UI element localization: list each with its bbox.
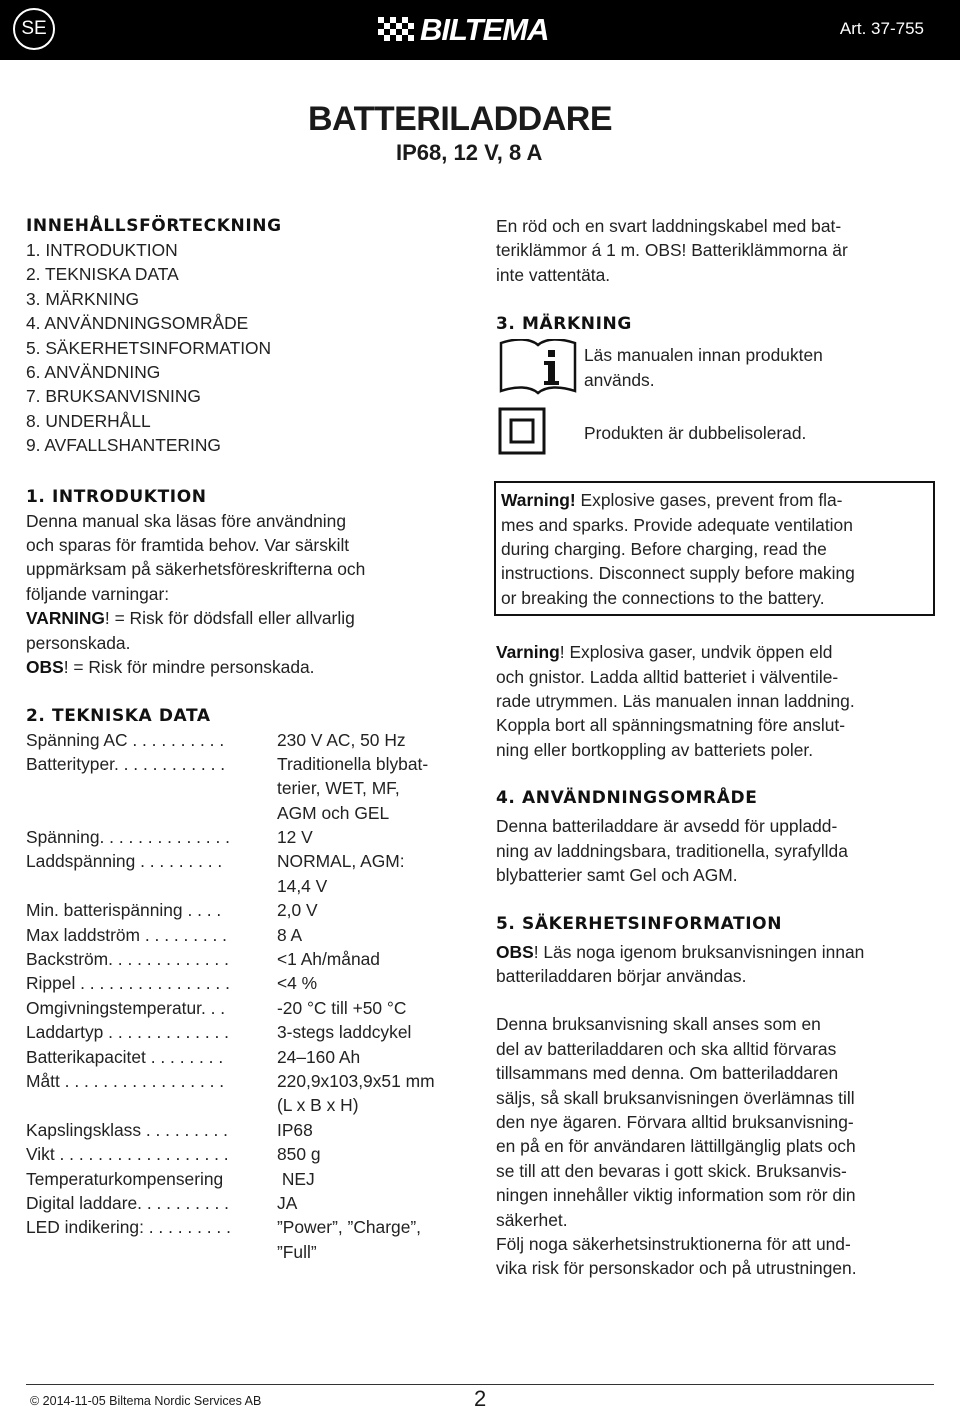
intro-line: och sparas för framtida behov. Var särskilt xyxy=(26,535,350,556)
spec-value: NORMAL, AGM: xyxy=(277,851,405,872)
safety-line: säljs, så skall bruksanvisningen överlämnas till xyxy=(496,1087,855,1108)
spec-row xyxy=(26,728,456,752)
spec-value: 8 A xyxy=(277,924,303,945)
spec-value: AGM och GEL xyxy=(277,802,390,823)
marking-heading: 3. MÄRKNING xyxy=(496,314,632,335)
spec-row xyxy=(26,1069,456,1118)
warning-box-en xyxy=(494,481,935,616)
marking-manual-row xyxy=(496,339,936,395)
spec-key: Laddartyp . . . . . . . . . . . . . xyxy=(26,1022,229,1043)
spec-key: Mått . . . . . . . . . . . . . . . . . xyxy=(26,1071,225,1091)
intro-line: Denna manual ska läsas före användning xyxy=(26,510,347,531)
safety-line: tillsammans med denna. Om batteriladdaren xyxy=(496,1063,839,1084)
spec-value: 24–160 Ah xyxy=(277,1046,361,1067)
spec-value: 14,4 V xyxy=(277,875,328,896)
brand-logo xyxy=(378,13,548,47)
spec-key: Kapslingsklass . . . . . . . . . xyxy=(26,1119,228,1140)
safety-obs xyxy=(496,940,936,989)
spec-row xyxy=(26,752,456,825)
obs-text: ! = Risk för mindre personskada. xyxy=(63,657,315,678)
spec-key: Vikt . . . . . . . . . . . . . . . . . . xyxy=(26,1144,229,1165)
safety-line: vika risk för personskador och på utrustningen. xyxy=(496,1258,857,1279)
warning-text-cont: personskada. xyxy=(26,632,131,653)
spec-value: -20 °C till +50 °C xyxy=(277,997,407,1018)
warning-en-text: Explosive gases, prevent from fla- xyxy=(575,490,843,511)
warning-se-line: och gnistor. Ladda alltid batteriet i välventile- xyxy=(496,666,839,687)
spec-row xyxy=(26,923,456,947)
article-number: Art. 37-755 xyxy=(839,19,924,38)
left-column xyxy=(26,214,456,1264)
cables-line: En röd och en svart laddningskabel med bat- xyxy=(496,216,842,236)
safety-line: den nye ägaren. Förvara alltid bruksanvisning- xyxy=(496,1111,854,1132)
warning-text: ! = Risk för dödsfall eller allvarlig xyxy=(104,608,355,629)
spec-key: Omgivningstemperatur. . . xyxy=(26,997,226,1018)
intro-paragraph xyxy=(26,509,456,680)
marking-manual-text: används. xyxy=(584,369,655,390)
spec-row xyxy=(26,1118,456,1142)
page-title: BATTERILADDARE xyxy=(308,100,613,138)
toc-item: 5. SÄKERHETSINFORMATION xyxy=(26,337,272,358)
spec-key: Digital laddare. . . . . . . . . . xyxy=(26,1192,229,1213)
spec-row xyxy=(26,947,456,971)
spec-row xyxy=(26,898,456,922)
warning-se-label: Varning xyxy=(496,642,560,663)
page-subtitle: IP68, 12 V, 8 A xyxy=(396,140,543,165)
warning-se-line: Koppla bort all spänningsmatning före anslut- xyxy=(496,715,845,736)
spec-row xyxy=(26,1191,456,1215)
spec-key: Spänning AC . . . . . . . . . . xyxy=(26,729,225,750)
toc-item: 3. MÄRKNING xyxy=(26,288,140,309)
spec-value: ”Power”, ”Charge”, xyxy=(277,1217,421,1238)
toc-item: 4. ANVÄNDNINGSOMRÅDE xyxy=(26,313,249,334)
usage-line: Denna batteriladdare är avsedd för uppladd- xyxy=(496,816,838,837)
safety-heading: 5. SÄKERHETSINFORMATION xyxy=(496,913,783,934)
specs-heading: 2. TEKNISKA DATA xyxy=(26,705,211,726)
language-badge: SE xyxy=(13,8,55,50)
spec-key: Temperaturkompensering xyxy=(26,1168,224,1189)
safety-obs-text-cont: batteriladdaren börjar användas. xyxy=(496,965,747,986)
spec-key: Max laddström . . . . . . . . . xyxy=(26,924,228,945)
spec-value: NEJ xyxy=(277,1168,315,1189)
warning-en-line: or breaking the connections to the battery. xyxy=(501,587,825,608)
toc-item: 9. AVFALLSHANTERING xyxy=(26,435,221,456)
spec-row xyxy=(26,1020,456,1044)
toc-list xyxy=(26,238,456,458)
spec-key: Batterityper. . . . . . . . . . . . xyxy=(26,753,226,774)
spec-row xyxy=(26,996,456,1020)
toc-item: 2. TEKNISKA DATA xyxy=(26,264,179,285)
safety-line: Denna bruksanvisning skall anses som en xyxy=(496,1014,821,1035)
toc-item: 8. UNDERHÅLL xyxy=(26,410,151,431)
spec-key: Spänning. . . . . . . . . . . . . . xyxy=(26,827,230,848)
spec-value: 3-stegs laddcykel xyxy=(277,1022,412,1043)
cables-line: teriklämmor á 1 m. OBS! Batteriklämmorna är xyxy=(496,240,848,261)
toc-item: 7. BRUKSANVISNING xyxy=(26,386,201,407)
spec-value: IP68 xyxy=(277,1119,313,1140)
safety-line: säkerhet. xyxy=(496,1209,568,1230)
spec-row xyxy=(26,1167,456,1191)
spec-value: 850 g xyxy=(277,1144,321,1165)
toc-item: 1. INTRODUKTION xyxy=(26,240,178,260)
warning-en-line: mes and sparks. Provide adequate ventilation xyxy=(501,514,853,535)
spec-value: Traditionella blybat- xyxy=(277,753,429,774)
warning-en-line: during charging. Before charging, read the xyxy=(501,539,827,560)
cables-line: inte vattentäta. xyxy=(496,264,611,285)
footer-divider xyxy=(26,1384,934,1385)
spec-value: JA xyxy=(277,1192,298,1213)
spec-value: 220,9x103,9x51 mm xyxy=(277,1071,435,1091)
safety-line: se till att den bevaras i gott skick. Bruksanvis- xyxy=(496,1160,847,1181)
header-bar xyxy=(0,0,960,60)
intro-line: följande varningar: xyxy=(26,583,170,604)
spec-value: terier, WET, MF, xyxy=(277,778,400,799)
toc-heading: INNEHÅLLSFÖRTECKNING xyxy=(26,216,282,236)
spec-value: 12 V xyxy=(277,827,313,848)
spec-row xyxy=(26,1215,456,1264)
warning-en-label: Warning! xyxy=(501,490,576,511)
usage-line: ning av laddningsbara, traditionella, syrafyllda xyxy=(496,840,848,861)
spec-value: ”Full” xyxy=(277,1241,317,1262)
spec-row xyxy=(26,825,456,849)
spec-key: Batterikapacitet . . . . . . . . xyxy=(26,1046,224,1067)
page-footer xyxy=(0,1382,960,1414)
warning-se-line: rade utrymmen. Läs manualen innan laddning. xyxy=(496,691,855,712)
spec-value: 2,0 V xyxy=(277,900,318,921)
spec-key: LED indikering: . . . . . . . . . xyxy=(26,1217,231,1238)
cables-paragraph xyxy=(496,214,936,287)
safety-obs-text: ! Läs noga igenom bruksanvisningen innan xyxy=(533,941,865,962)
brand-name: BILTEMA xyxy=(420,12,549,47)
warning-se-line: ning eller bortkoppling av batteriets poler. xyxy=(496,739,814,760)
usage-line: blybatterier samt Gel och AGM. xyxy=(496,865,738,886)
footer-copyright: © 2014-11-05 Biltema Nordic Services AB xyxy=(30,1394,262,1408)
page-number: 2 xyxy=(474,1386,487,1411)
spec-row xyxy=(26,971,456,995)
specs-table xyxy=(26,728,456,1265)
checkered-flag-icon xyxy=(378,17,414,43)
safety-line: en på en för användaren lättillgänglig plats och xyxy=(496,1136,856,1157)
read-manual-icon xyxy=(498,339,578,401)
usage-heading: 4. ANVÄNDNINGSOMRÅDE xyxy=(496,788,758,809)
double-insulated-icon xyxy=(498,405,546,467)
safety-obs-label: OBS xyxy=(496,941,534,962)
spec-value: <4 % xyxy=(277,973,318,994)
spec-value: 230 V AC, 50 Hz xyxy=(277,729,406,750)
marking-double-insulated-row xyxy=(496,405,936,461)
safety-line: del av batteriladdaren och ska alltid förvaras xyxy=(496,1038,837,1059)
obs-label: OBS xyxy=(26,657,64,678)
spec-row xyxy=(26,1045,456,1069)
spec-row xyxy=(26,849,456,898)
safety-paragraph xyxy=(496,1012,936,1280)
spec-value: (L x B x H) xyxy=(277,1095,359,1116)
intro-heading: 1. INTRODUKTION xyxy=(26,486,207,507)
spec-key: Rippel . . . . . . . . . . . . . . . . xyxy=(26,973,230,994)
marking-manual-text: Läs manualen innan produkten xyxy=(584,345,823,366)
spec-key: Laddspänning . . . . . . . . . xyxy=(26,851,223,872)
toc-item: 6. ANVÄNDNING xyxy=(26,362,161,383)
warning-en-line: instructions. Disconnect supply before making xyxy=(501,563,855,584)
safety-line: ningen innehåller viktig information som rör din xyxy=(496,1185,856,1206)
warning-label: VARNING xyxy=(26,608,105,629)
right-column xyxy=(496,214,936,1281)
intro-line: uppmärksam på säkerhetsföreskrifterna och xyxy=(26,559,366,580)
warning-se-paragraph xyxy=(496,640,936,762)
spec-key: Backström. . . . . . . . . . . . . xyxy=(26,949,229,970)
spec-value: <1 Ah/månad xyxy=(277,949,380,970)
usage-paragraph xyxy=(496,814,936,887)
safety-line: Följ noga säkerhetsinstruktionerna för att und- xyxy=(496,1233,851,1254)
spec-row xyxy=(26,1142,456,1166)
warning-se-text: ! Explosiva gaser, undvik öppen eld xyxy=(559,642,833,663)
marking-double-insulated-text: Produkten är dubbelisolerad. xyxy=(584,423,807,444)
spec-key: Min. batterispänning . . . . xyxy=(26,900,222,921)
